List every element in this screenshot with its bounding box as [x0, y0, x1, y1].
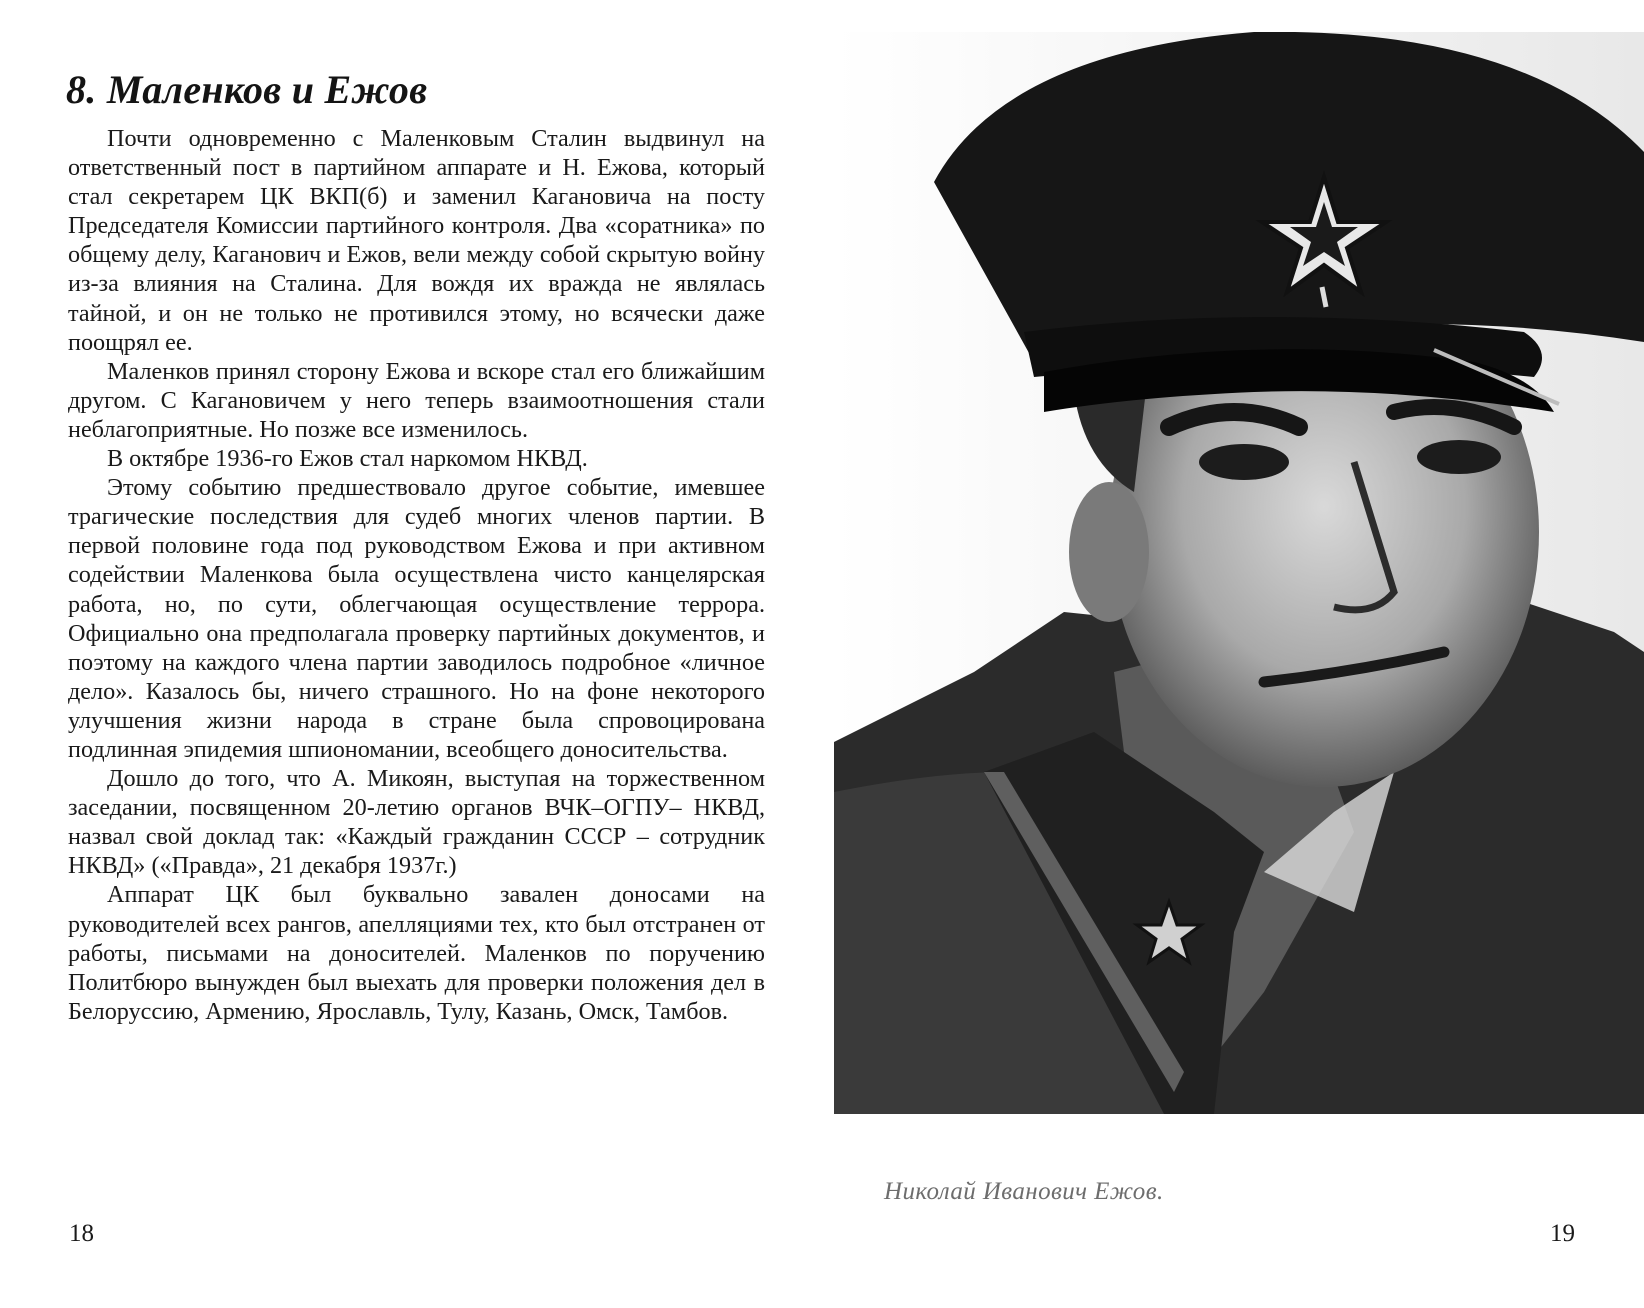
portrait-illustration: [834, 32, 1644, 1114]
paragraph: Этому событию предшествовало другое событие, имевшее трагические последствия для судеб многих членов партии. В первой половине года под руководством Ежова и при активном содействии Маленкова была осуществлена чисто канцелярская работа, но, по сути, облегчающая осуществление террора. Официально она предполагала проверку партийных документов, и поэтому на каждого члена партии заводилось подробное «личное дело». Казалось бы, ничего страшного. Но на фоне некоторого улучшения жизни народа в стране была спровоцирована подлинная эпидемия шпиономании, всеобщего доносительства.: [68, 474, 765, 763]
paragraph: Дошло до того, что А. Микоян, выступая на торжественном заседании, посвященном 20-летию органов ВЧК–ОГПУ– НКВД, назвал свой доклад так: «Каждый гражданин СССР – сотрудник НКВД» («Правда», 21 декабря 1937г.): [68, 765, 765, 880]
chapter-body: [68, 124, 765, 1026]
right-page: [822, 0, 1644, 1308]
portrait-photo: [834, 32, 1644, 1114]
paragraph: Аппарат ЦК был буквально завален доносами на руководителей всех рангов, апелляциями тех, кто был отстранен от работы, письмами на доносителей. Маленков по поручению Политбюро вынужден был выехать для проверки положения дел в Белоруссию, Армению, Ярославль, Тулу, Казань, Омск, Тамбов.: [68, 881, 765, 1025]
paragraph: Почти одновременно с Маленковым Сталин выдвинул на ответственный пост в партийном аппарате и Н. Ежова, который стал секретарем ЦК ВКП(б) и заменил Кагановича на посту Председателя Комиссии партийного контроля. Два «соратника» по общему делу, Каганович и Ежов, вели между собой скрытую войну из-за влияния на Сталина. Для вождя их вражда не являлась тайной, и он не только не противился этому, но всячески даже поощрял ее.: [68, 125, 765, 356]
paragraph: В октябре 1936-го Ежов стал наркомом НКВД.: [107, 445, 588, 473]
paragraph: Маленков принял сторону Ежова и вскоре стал его ближайшим другом. С Кагановичем у него теперь взаимоотношения стали неблагоприятные. Но позже все изменилось.: [68, 357, 765, 443]
photo-caption: Николай Иванович Ежов.: [884, 1178, 1164, 1205]
page-number-left: 18: [69, 1220, 94, 1247]
chapter-title: 8. Маленков и Ежов: [66, 67, 428, 112]
page-number-right: 19: [1550, 1220, 1575, 1247]
